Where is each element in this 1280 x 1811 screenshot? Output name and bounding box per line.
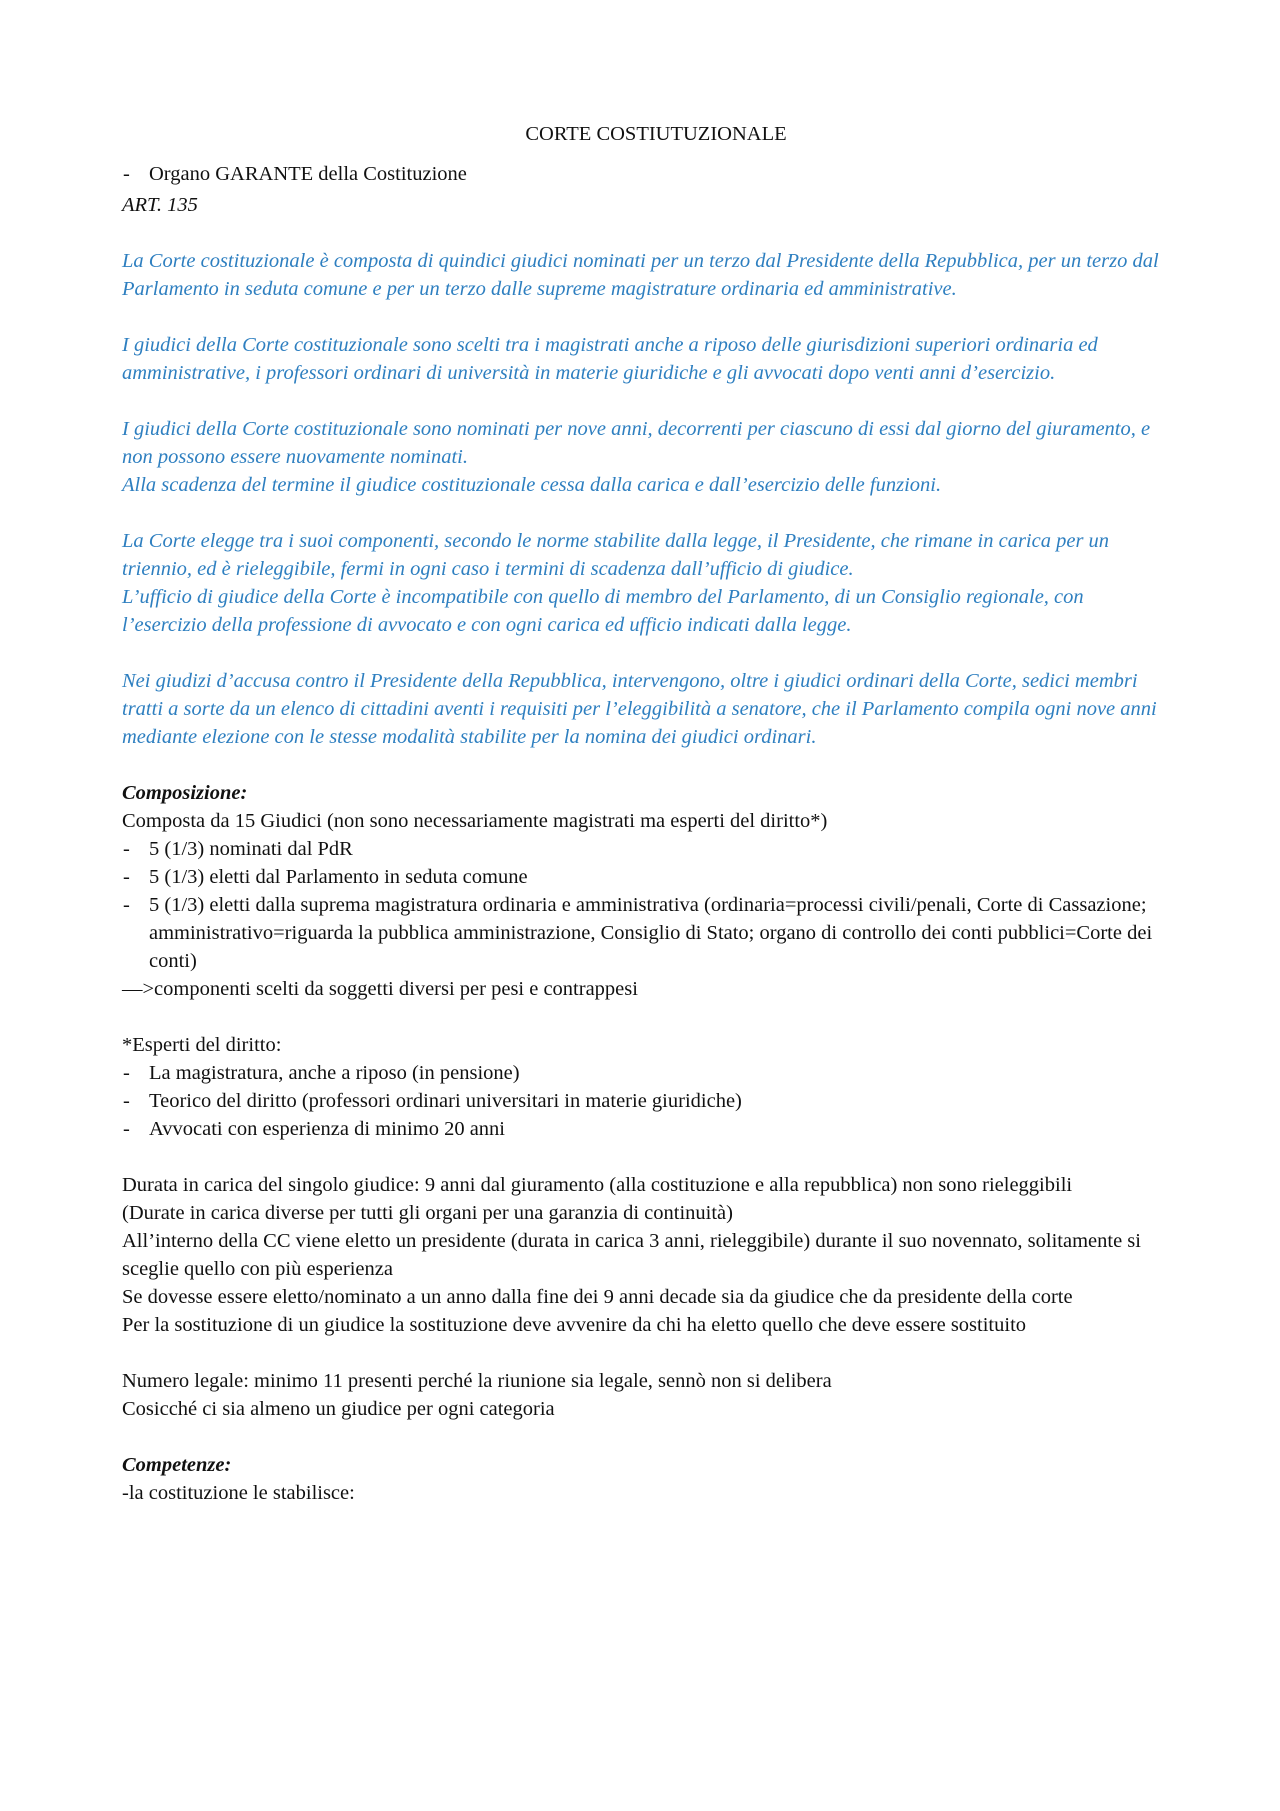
composizione-heading: Composizione: — [122, 782, 248, 804]
article-paragraph-4: Alla scadenza del termine il giudice costituzionale cessa dalla carica e dall’esercizio delle funzioni. — [122, 474, 942, 496]
article-reference: ART. 135 — [122, 194, 198, 216]
list-item: - 5 (1/3) nominati dal PdR — [122, 835, 1172, 863]
esperti-list — [122, 1059, 1172, 1143]
article-text — [122, 247, 1172, 751]
document-title: CORTE COSTIUTUZIONALE — [525, 123, 787, 145]
numero-legale-line-2: Cosicché ci sia almeno un giudice per ogni categoria — [122, 1398, 555, 1420]
durata-section — [122, 1171, 1172, 1339]
list-item: - Teorico del diritto (professori ordinari universitari in materie giuridiche) — [122, 1087, 1172, 1115]
esperti-heading: *Esperti del diritto: — [122, 1034, 282, 1056]
composizione-intro: Composta da 15 Giudici (non sono necessariamente magistrati ma esperti del diritto*) — [122, 810, 828, 832]
competenze-heading: Competenze: — [122, 1454, 232, 1476]
durata-line-2: (Durate in carica diverse per tutti gli organi per una garanzia di continuità) — [122, 1202, 733, 1224]
numero-legale-section — [122, 1367, 1172, 1423]
durata-line-1: Durata in carica del singolo giudice: 9 anni dal giuramento (alla costituzione e alla repubblica) non sono rieleggibili — [122, 1174, 1073, 1196]
composizione-list — [122, 835, 1172, 975]
intro-bullet: - Organo GARANTE della Costituzione — [122, 160, 1172, 188]
article-paragraph-3: I giudici della Corte costituzionale sono nominati per nove anni, decorrenti per ciascuno di essi dal giorno del giuramento, e non possono essere nuovamente nominati. — [122, 418, 1151, 468]
durata-line-3: All’interno della CC viene eletto un presidente (durata in carica 3 anni, rieleggibile) durante il suo novennato, solitamente si sceglie quello con più esperienza — [122, 1230, 1141, 1280]
article-paragraph-7: Nei giudizi d’accusa contro il Presidente della Repubblica, intervengono, oltre i giudici ordinari della Corte, sedici membri tratti a sorte da un elenco di cittadini aventi i requisiti per l’eleggibilità a senatore, che il Parlamento compila ogni nove anni mediante elezione con le stesse modalità stabilite per la nomina dei giudici ordinari. — [122, 670, 1157, 748]
numero-legale-line-1: Numero legale: minimo 11 presenti perché la riunione sia legale, sennò non si delibera — [122, 1370, 832, 1392]
list-item: - Avvocati con esperienza di minimo 20 anni — [122, 1115, 1172, 1143]
list-item: - 5 (1/3) eletti dal Parlamento in seduta comune — [122, 863, 1172, 891]
article-paragraph-2: I giudici della Corte costituzionale sono scelti tra i magistrati anche a riposo delle giurisdizioni superiori ordinaria ed amministrative, i professori ordinari di università in materie giuridiche e gli avvocati dopo venti anni d’esercizio. — [122, 334, 1098, 384]
article-paragraph-5: La Corte elegge tra i suoi componenti, secondo le norme stabilite dalla legge, il Presidente, che rimane in carica per un triennio, ed è rieleggibile, fermi in ogni caso i termini di scadenza dall’ufficio di giudice. — [122, 530, 1110, 580]
intro-list — [122, 160, 1172, 188]
document-page — [122, 120, 1172, 1507]
durata-line-5: Per la sostituzione di un giudice la sostituzione deve avvenire da chi ha eletto quello che deve essere sostituito — [122, 1314, 1027, 1336]
competenze-intro: -la costituzione le stabilisce: — [122, 1482, 355, 1504]
durata-line-4: Se dovesse essere eletto/nominato a un anno dalla fine dei 9 anni decade sia da giudice che da presidente della corte — [122, 1286, 1073, 1308]
list-item: - La magistratura, anche a riposo (in pensione) — [122, 1059, 1172, 1087]
list-item: - 5 (1/3) eletti dalla suprema magistratura ordinaria e amministrativa (ordinaria=processi civili/penali, Corte di Cassazione; amministrativo=riguarda la pubblica amministrazione, Consiglio di Stato; organo di controllo dei conti pubblici=Corte dei conti) — [122, 891, 1172, 975]
composizione-note: —>componenti scelti da soggetti diversi per pesi e contrappesi — [122, 978, 638, 1000]
article-paragraph-6: L’ufficio di giudice della Corte è incompatibile con quello di membro del Parlamento, di un Consiglio regionale, con l’esercizio della professione di avvocato e con ogni carica ed ufficio indicati dalla legge. — [122, 586, 1084, 636]
article-paragraph-1: La Corte costituzionale è composta di quindici giudici nominati per un terzo dal Presidente della Repubblica, per un terzo dal Parlamento in seduta comune e per un terzo dalle supreme magistrature ordinaria ed amministrative. — [122, 250, 1159, 300]
